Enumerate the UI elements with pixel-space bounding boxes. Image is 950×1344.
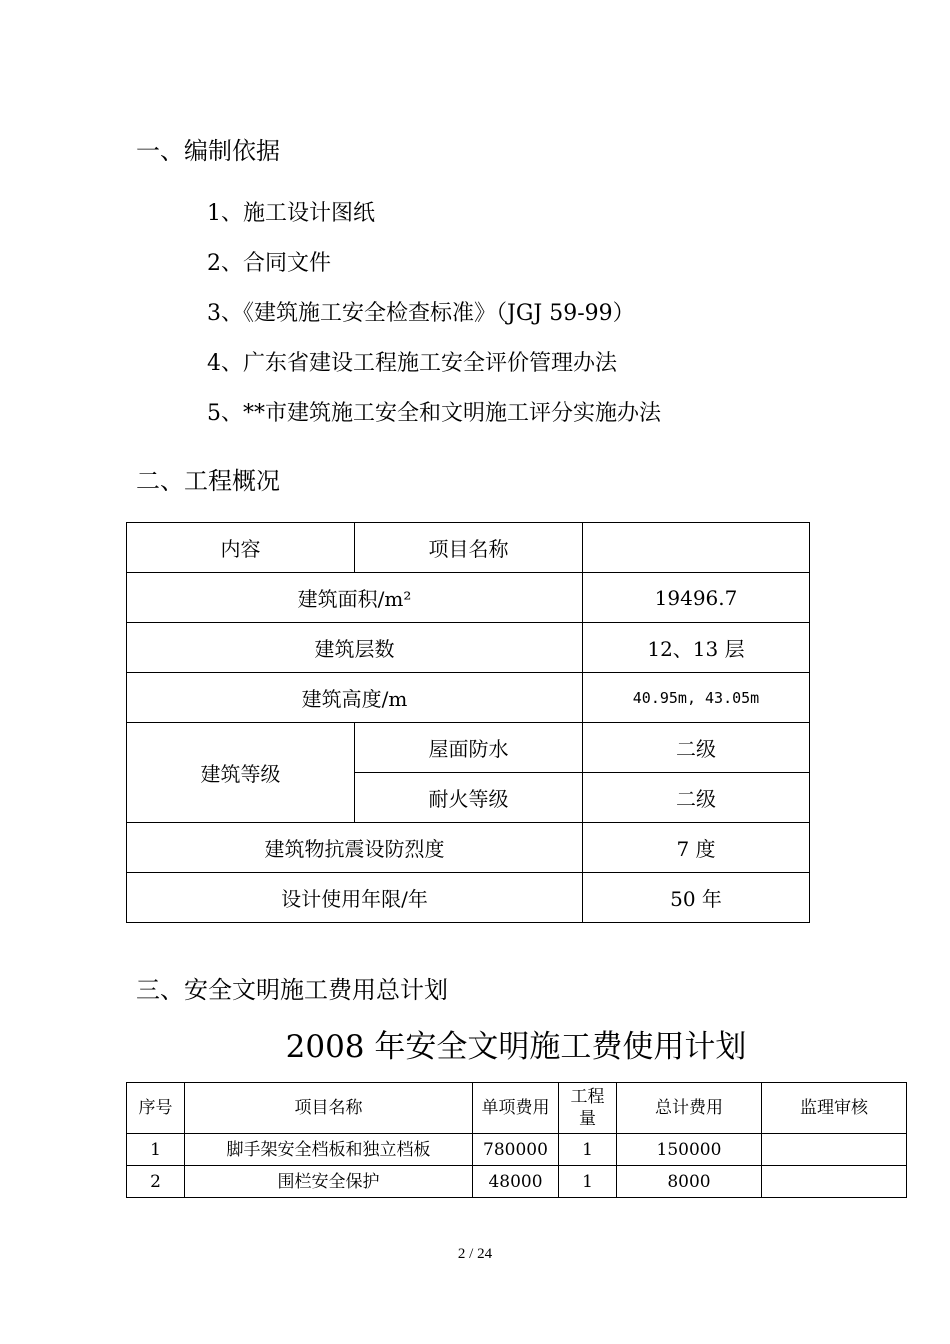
table-row — [127, 523, 810, 573]
column-header: 监理审核 — [762, 1083, 907, 1134]
floors-value: 12、13 层 — [583, 623, 810, 673]
cell: 2 — [127, 1166, 185, 1198]
table-header-row — [127, 1083, 907, 1134]
section-heading-basis: 一、编制依据 — [136, 137, 280, 165]
table-row — [127, 573, 810, 623]
basis-item: 3、《建筑施工安全检查标准》（JGJ 59-99） — [207, 301, 635, 326]
column-header: 总计费用 — [617, 1083, 762, 1134]
section-heading-overview: 二、工程概况 — [136, 467, 280, 495]
budget-plan-table — [126, 1082, 907, 1198]
life-value: 50 年 — [583, 873, 810, 923]
fire-label: 耐火等级 — [355, 773, 583, 823]
section-heading-budget: 三、安全文明施工费用总计划 — [136, 976, 448, 1004]
basis-item: 1、施工设计图纸 — [207, 201, 375, 226]
column-header: 工程量 — [559, 1083, 617, 1134]
plan-title: 2008 年安全文明施工费使用计划 — [285, 1029, 747, 1065]
cell: 脚手架安全档板和独立档板 — [185, 1134, 473, 1166]
cell: 8000 — [617, 1166, 762, 1198]
table-row — [127, 1166, 907, 1198]
cell: 围栏安全保护 — [185, 1166, 473, 1198]
header-cell — [583, 523, 810, 573]
seismic-label: 建筑物抗震设防烈度 — [127, 823, 583, 873]
basis-item: 2、合同文件 — [207, 251, 331, 276]
height-label: 建筑高度/m — [127, 673, 583, 723]
fire-value: 二级 — [583, 773, 810, 823]
cell: 150000 — [617, 1134, 762, 1166]
page-number: 2 / 24 — [457, 1246, 493, 1262]
column-header: 序号 — [127, 1083, 185, 1134]
roof-value: 二级 — [583, 723, 810, 773]
cell: 48000 — [473, 1166, 559, 1198]
table-row — [127, 1134, 907, 1166]
table-row — [127, 673, 810, 723]
basis-item: 4、广东省建设工程施工安全评价管理办法 — [207, 351, 617, 376]
floors-label: 建筑层数 — [127, 623, 583, 673]
header-cell: 内容 — [127, 523, 355, 573]
cell — [762, 1134, 907, 1166]
table-row — [127, 823, 810, 873]
roof-label: 屋面防水 — [355, 723, 583, 773]
grade-label: 建筑等级 — [127, 723, 355, 823]
column-header: 项目名称 — [185, 1083, 473, 1134]
table-row — [127, 873, 810, 923]
table-row — [127, 623, 810, 673]
life-label: 设计使用年限/年 — [127, 873, 583, 923]
column-header: 单项费用 — [473, 1083, 559, 1134]
header-cell: 项目名称 — [355, 523, 583, 573]
cell — [762, 1166, 907, 1198]
area-value: 19496.7 — [583, 573, 810, 623]
cell: 780000 — [473, 1134, 559, 1166]
height-value: 40.95m, 43.05m — [583, 673, 810, 723]
seismic-value: 7 度 — [583, 823, 810, 873]
cell: 1 — [559, 1134, 617, 1166]
basis-item: 5、**市建筑施工安全和文明施工评分实施办法 — [207, 401, 661, 426]
table-row — [127, 723, 810, 773]
area-label: 建筑面积/m² — [127, 573, 583, 623]
project-overview-table — [126, 522, 810, 923]
cell: 1 — [559, 1166, 617, 1198]
cell: 1 — [127, 1134, 185, 1166]
